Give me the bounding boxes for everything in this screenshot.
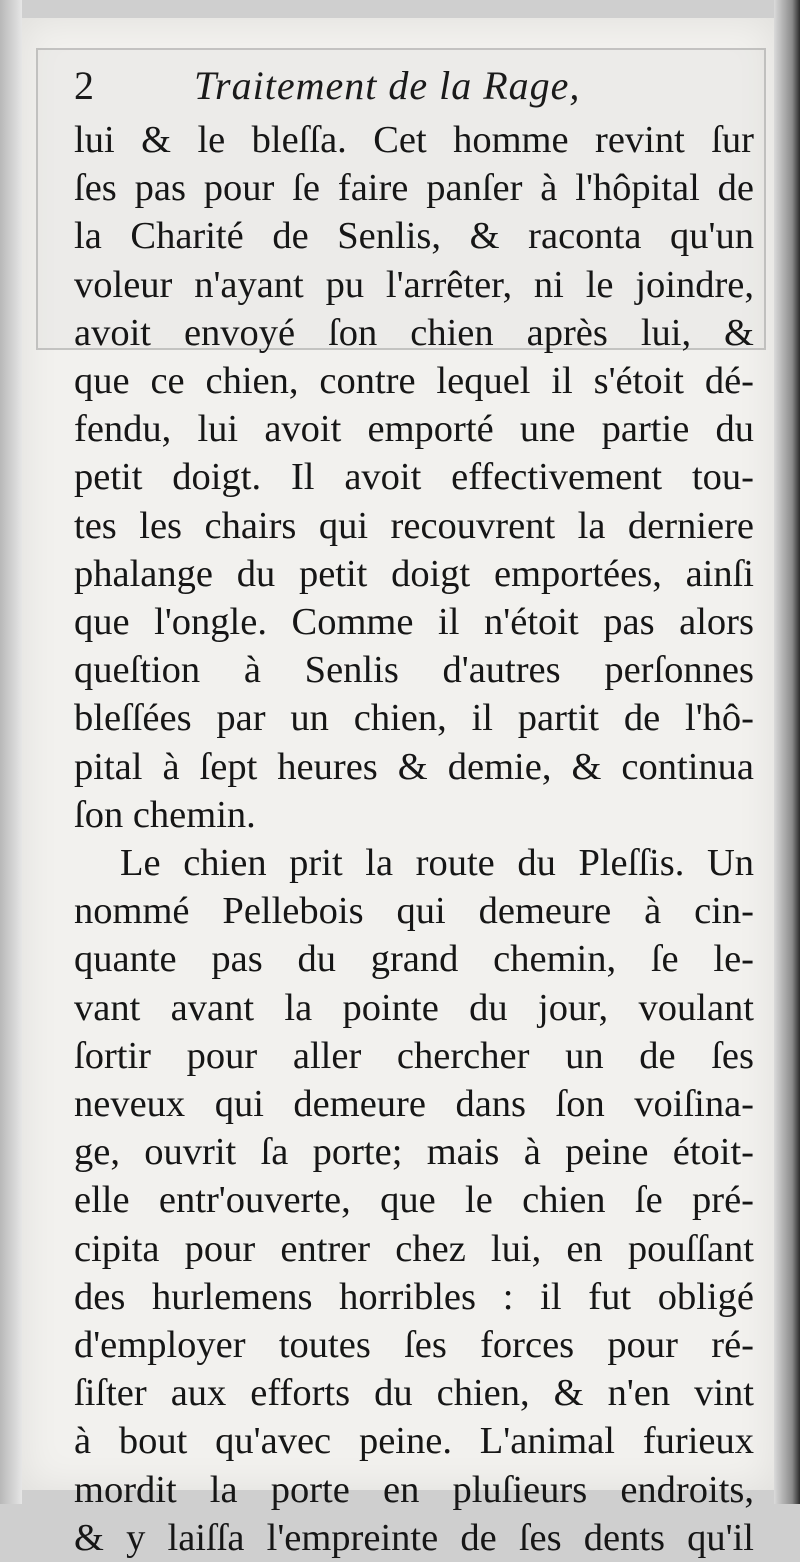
text-line: pital à ſept heures & demie, & continua: [74, 745, 754, 788]
text-line: ge, ouvrit ſa porte; mais à peine étoit-: [74, 1131, 754, 1174]
text-line: quante pas du grand chemin, ſe le-: [74, 938, 754, 981]
text-line: ſes pas pour ſe faire panſer à l'hôpital de: [74, 167, 754, 210]
text-line: mordit la porte en pluſieurs endroits,: [74, 1468, 754, 1511]
text-line: que ce chien, contre lequel il s'étoit dé-: [74, 360, 754, 403]
text-line: ſon chemin.: [74, 793, 256, 836]
text-line: elle entr'ouverte, que le chien ſe pré-: [74, 1179, 754, 1222]
text-line: ſiſter aux efforts du chien, & n'en vint: [74, 1372, 754, 1415]
body-text: [74, 116, 754, 1562]
text-line: des hurlemens horribles : il fut obligé: [74, 1275, 754, 1318]
text-line: lui & le bleſſa. Cet homme revint ſur: [74, 119, 754, 161]
text-line: bleſſées par un chien, il partit de l'hô-: [74, 697, 754, 740]
text-line: petit doigt. Il avoit effectivement tou-: [74, 456, 754, 499]
text-line: fendu, lui avoit emporté une partie du: [74, 408, 754, 451]
text-line: tes les chairs qui recouvrent la derniere: [74, 504, 754, 547]
text-line: voleur n'ayant pu l'arrêter, ni le joindre,: [74, 263, 754, 306]
text-line: phalange du petit doigt emportées, ainſi: [74, 552, 754, 595]
text-line: & y laiſſa l'empreinte de ſes dents qu'il: [74, 1516, 754, 1559]
text-line: ſortir pour aller chercher un de ſes: [74, 1034, 754, 1077]
text-line: à bout qu'avec peine. L'animal furieux: [74, 1420, 754, 1463]
text-line: que l'ongle. Comme il n'étoit pas alors: [74, 601, 754, 644]
running-head: [74, 58, 734, 114]
text-line: avoit envoyé ſon chien après lui, &: [74, 311, 754, 354]
scan-right-edge: [774, 0, 800, 1504]
text-line: vant avant la pointe du jour, voulant: [74, 986, 754, 1029]
text-line: Le chien prit la route du Pleſſis. Un: [120, 842, 754, 885]
running-title: Traitement de la Rage,: [194, 63, 581, 108]
text-line: cipita pour entrer chez lui, en pouſſant: [74, 1227, 754, 1270]
book-page: [22, 18, 774, 1559]
scan-left-margin: [0, 0, 22, 1504]
text-line: d'employer toutes ſes forces pour ré-: [74, 1324, 754, 1367]
text-line: la Charité de Senlis, & raconta qu'un: [74, 215, 754, 258]
page-number: 2: [74, 63, 94, 108]
text-line: neveux qui demeure dans ſon voiſina-: [74, 1083, 754, 1126]
text-line: queſtion à Senlis d'autres perſonnes: [74, 649, 754, 692]
text-line: nommé Pellebois qui demeure à cin-: [74, 890, 754, 933]
